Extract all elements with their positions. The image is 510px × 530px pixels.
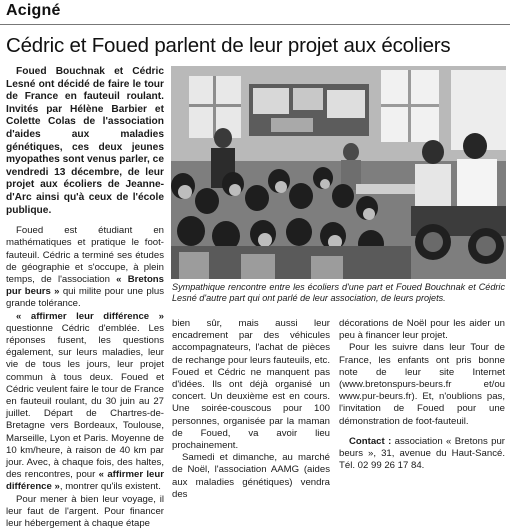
paragraph-2: « affirmer leur différence » questionne Cédric d'emblée. Les réponses fusent, les questions également, sur leurs maladies, leur vie de tous les jours, leur projet commun à tous deux. Foued et Cédric veulent faire le tour de France en fauteuil roulant, du 30 juin au 27 juillet. Départ de Chartres-de-Bretagne vers Bordeaux, Toulouse, Marseille, Lyon et Paris. Moyenne de 10 km/heure, à raison de 40 km par jour. Avec, à chaque fois, des haltes, des rencontres, pour « affirmer leur différence », montrer qu'ils existent. [6, 310, 164, 493]
article-column-2 [172, 318, 330, 500]
article-headline: Cédric et Foued parlent de leur projet aux écoliers [6, 34, 451, 57]
paragraph-5: Samedi et dimanche, au marché de Noël, l'association AAMG (aides aux maladies génétiques) vendra des [172, 452, 330, 500]
article-photo [171, 66, 506, 279]
classroom-photo-image [171, 66, 506, 279]
paragraph-1: Foued est étudiant en mathématiques et pratique le foot-fauteuil. Cédric a terminé ses études de géographie et s'occupe, à plein temps, de l'association « Bretons pur beurs » qui milite pour une plus grande tolérance. [6, 225, 164, 310]
paragraph-3: Pour mener à bien leur voyage, il leur faut de l'argent. Pour financer leur hébergement à chaque étape [6, 493, 164, 529]
rubric-title: Acigné [6, 2, 61, 19]
article-column-1 [6, 66, 164, 529]
paragraph-6: décorations de Noël pour les aider un peu à financer leur projet. [339, 318, 505, 342]
rubric-divider [0, 24, 510, 25]
contact-label: Contact : [349, 435, 392, 447]
contact-info [339, 436, 505, 473]
paragraph-7: Pour les suivre dans leur Tour de France, les enfants ont pris bonne note de leur site Internet (www.bretonspurs-beurs.fr et/ou www.pur-beurs.fr). Et, n'oublions pas, l'invitation de Foued pour une démonstration de foot-fauteuil. [339, 342, 505, 427]
article-lead: Foued Bouchnak et Cédric Lesné ont décidé de faire le tour de France en fauteuil roulant. Invités par Hélène Barbier et Colette Colas de l'association d'aides aux maladies génétiques, ces deux jeunes myopathes sont venus parler, ce vendredi 13 décembre, de leur projet aux écoliers de Jeanne-d'Arc ainsi qu'à ceux de l'école publique. [6, 66, 164, 216]
article-column-3 [339, 318, 506, 472]
photo-caption: Sympathique rencontre entre les écoliers d'une part et Foued Bouchnak et Cédric Lesné d'autre part qui ont parlé de leur association, de leurs projets. [172, 282, 505, 304]
contact-text: association « Bretons pur beurs », 31, avenue du Haut-Sancé. Tél. 02 99 26 17 84. [339, 435, 506, 472]
paragraph-4: bien sûr, mais aussi leur encadrement par des véhicules accompagnateurs, l'achat de pièces de rechange pour leurs fauteuils, etc. Foued et Cédric ne manquent pas d'idées. Ils ont déjà organisé un concert. Un deuxième est en cours. Une soirée-couscous pour 100 personnes, organisée par la maman de Foued, va avoir lieu prochainement. [172, 318, 330, 452]
